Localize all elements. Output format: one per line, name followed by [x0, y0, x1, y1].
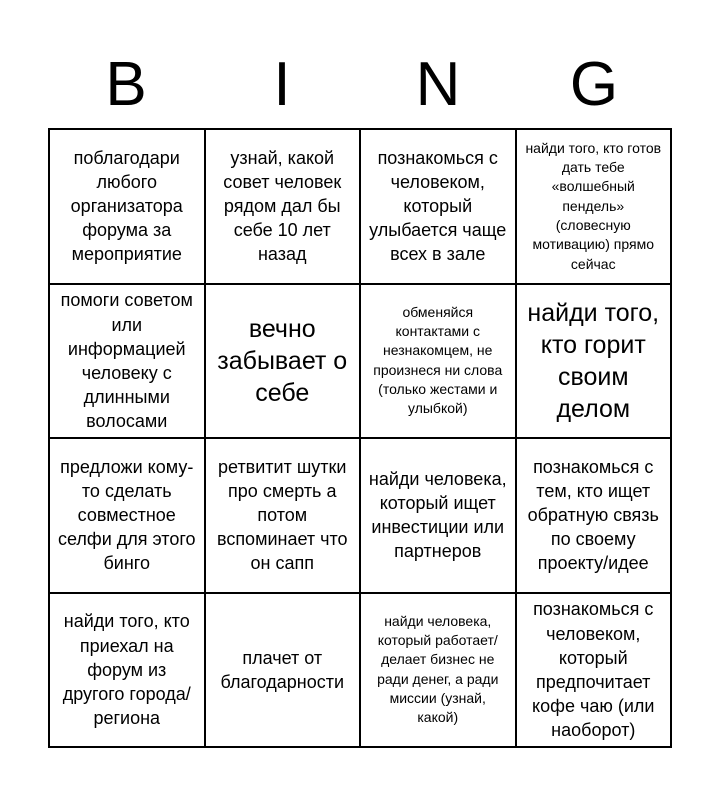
bingo-cell-r1c3[interactable] [360, 129, 516, 284]
bingo-cell-r2c1[interactable] [49, 284, 205, 439]
bingo-cell-r2c2[interactable] [205, 284, 361, 439]
bingo-cell-text: вечно забывает о себе [217, 314, 348, 407]
bingo-cell-text: плачет от благодарности [220, 647, 345, 692]
bingo-cell-text: помоги советом или информацией человеку с длинными волосами [60, 290, 193, 431]
bingo-cell-text: найди человека, который ищет инвестиции или партнеров [368, 469, 507, 562]
header-letter-n: N [415, 50, 461, 119]
header-letter-b: B [105, 50, 147, 119]
header-letter-g: G [569, 50, 619, 119]
bingo-cell-text: предложи кому-то сделать совместное селфи для этого бинго [57, 456, 196, 574]
bingo-cell-text: найди того, кто готов дать тебе «волшебный пендель» (словесную мотивацию) прямо сейчас [525, 139, 662, 272]
bingo-cell-r1c1[interactable] [49, 129, 205, 284]
bingo-cell-text: обменяйся контактами с незнакомцем, не произнеся ни слова (только жестами и улыбкой) [373, 303, 503, 417]
bingo-grid [48, 128, 672, 748]
bingo-cell-r2c4[interactable] [516, 284, 672, 439]
bingo-cell-text: познакомься с тем, кто ищет обратную связь по своему проекту/идее [527, 456, 659, 574]
bingo-cell-r3c4[interactable] [516, 438, 672, 593]
bingo-cell-r4c4[interactable] [516, 593, 672, 748]
bingo-cell-r2c3[interactable] [360, 284, 516, 439]
bingo-cell-r4c1[interactable] [49, 593, 205, 748]
bingo-cell-r3c3[interactable] [360, 438, 516, 593]
bingo-cell-text: познакомься с человеком, который предпочитает кофе чаю (или наоборот) [532, 599, 655, 740]
bingo-cell-r4c2[interactable] [205, 593, 361, 748]
bingo-cell-text: познакомься с человеком, который улыбается чаще всех в зале [369, 147, 507, 265]
bingo-cell-r1c4[interactable] [516, 129, 672, 284]
bingo-cell-r4c3[interactable] [360, 593, 516, 748]
bingo-cell-r1c2[interactable] [205, 129, 361, 284]
bingo-cell-text: найди того, кто горит своим делом [527, 298, 660, 423]
bingo-cell-text: поблагодари любого организатора форума за мероприятие [70, 147, 183, 265]
bingo-cell-text: узнай, какой совет человек рядом дал бы себе 10 лет назад [223, 147, 342, 265]
bingo-cell-r3c1[interactable] [49, 438, 205, 593]
bingo-cell-text: ретвитит шутки про смерть а потом вспоминает что он сапп [216, 456, 348, 574]
bingo-cell-text: найди того, кто приехал на форум из другого города/ региона [62, 611, 191, 728]
bingo-cell-text: найди человека, который работает/делает бизнес не ради денег, а ради миссии (узнай, какой) [377, 612, 499, 726]
header-letter-i: I [273, 50, 291, 119]
bingo-cell-r3c2[interactable] [205, 438, 361, 593]
bingo-header [48, 36, 672, 119]
